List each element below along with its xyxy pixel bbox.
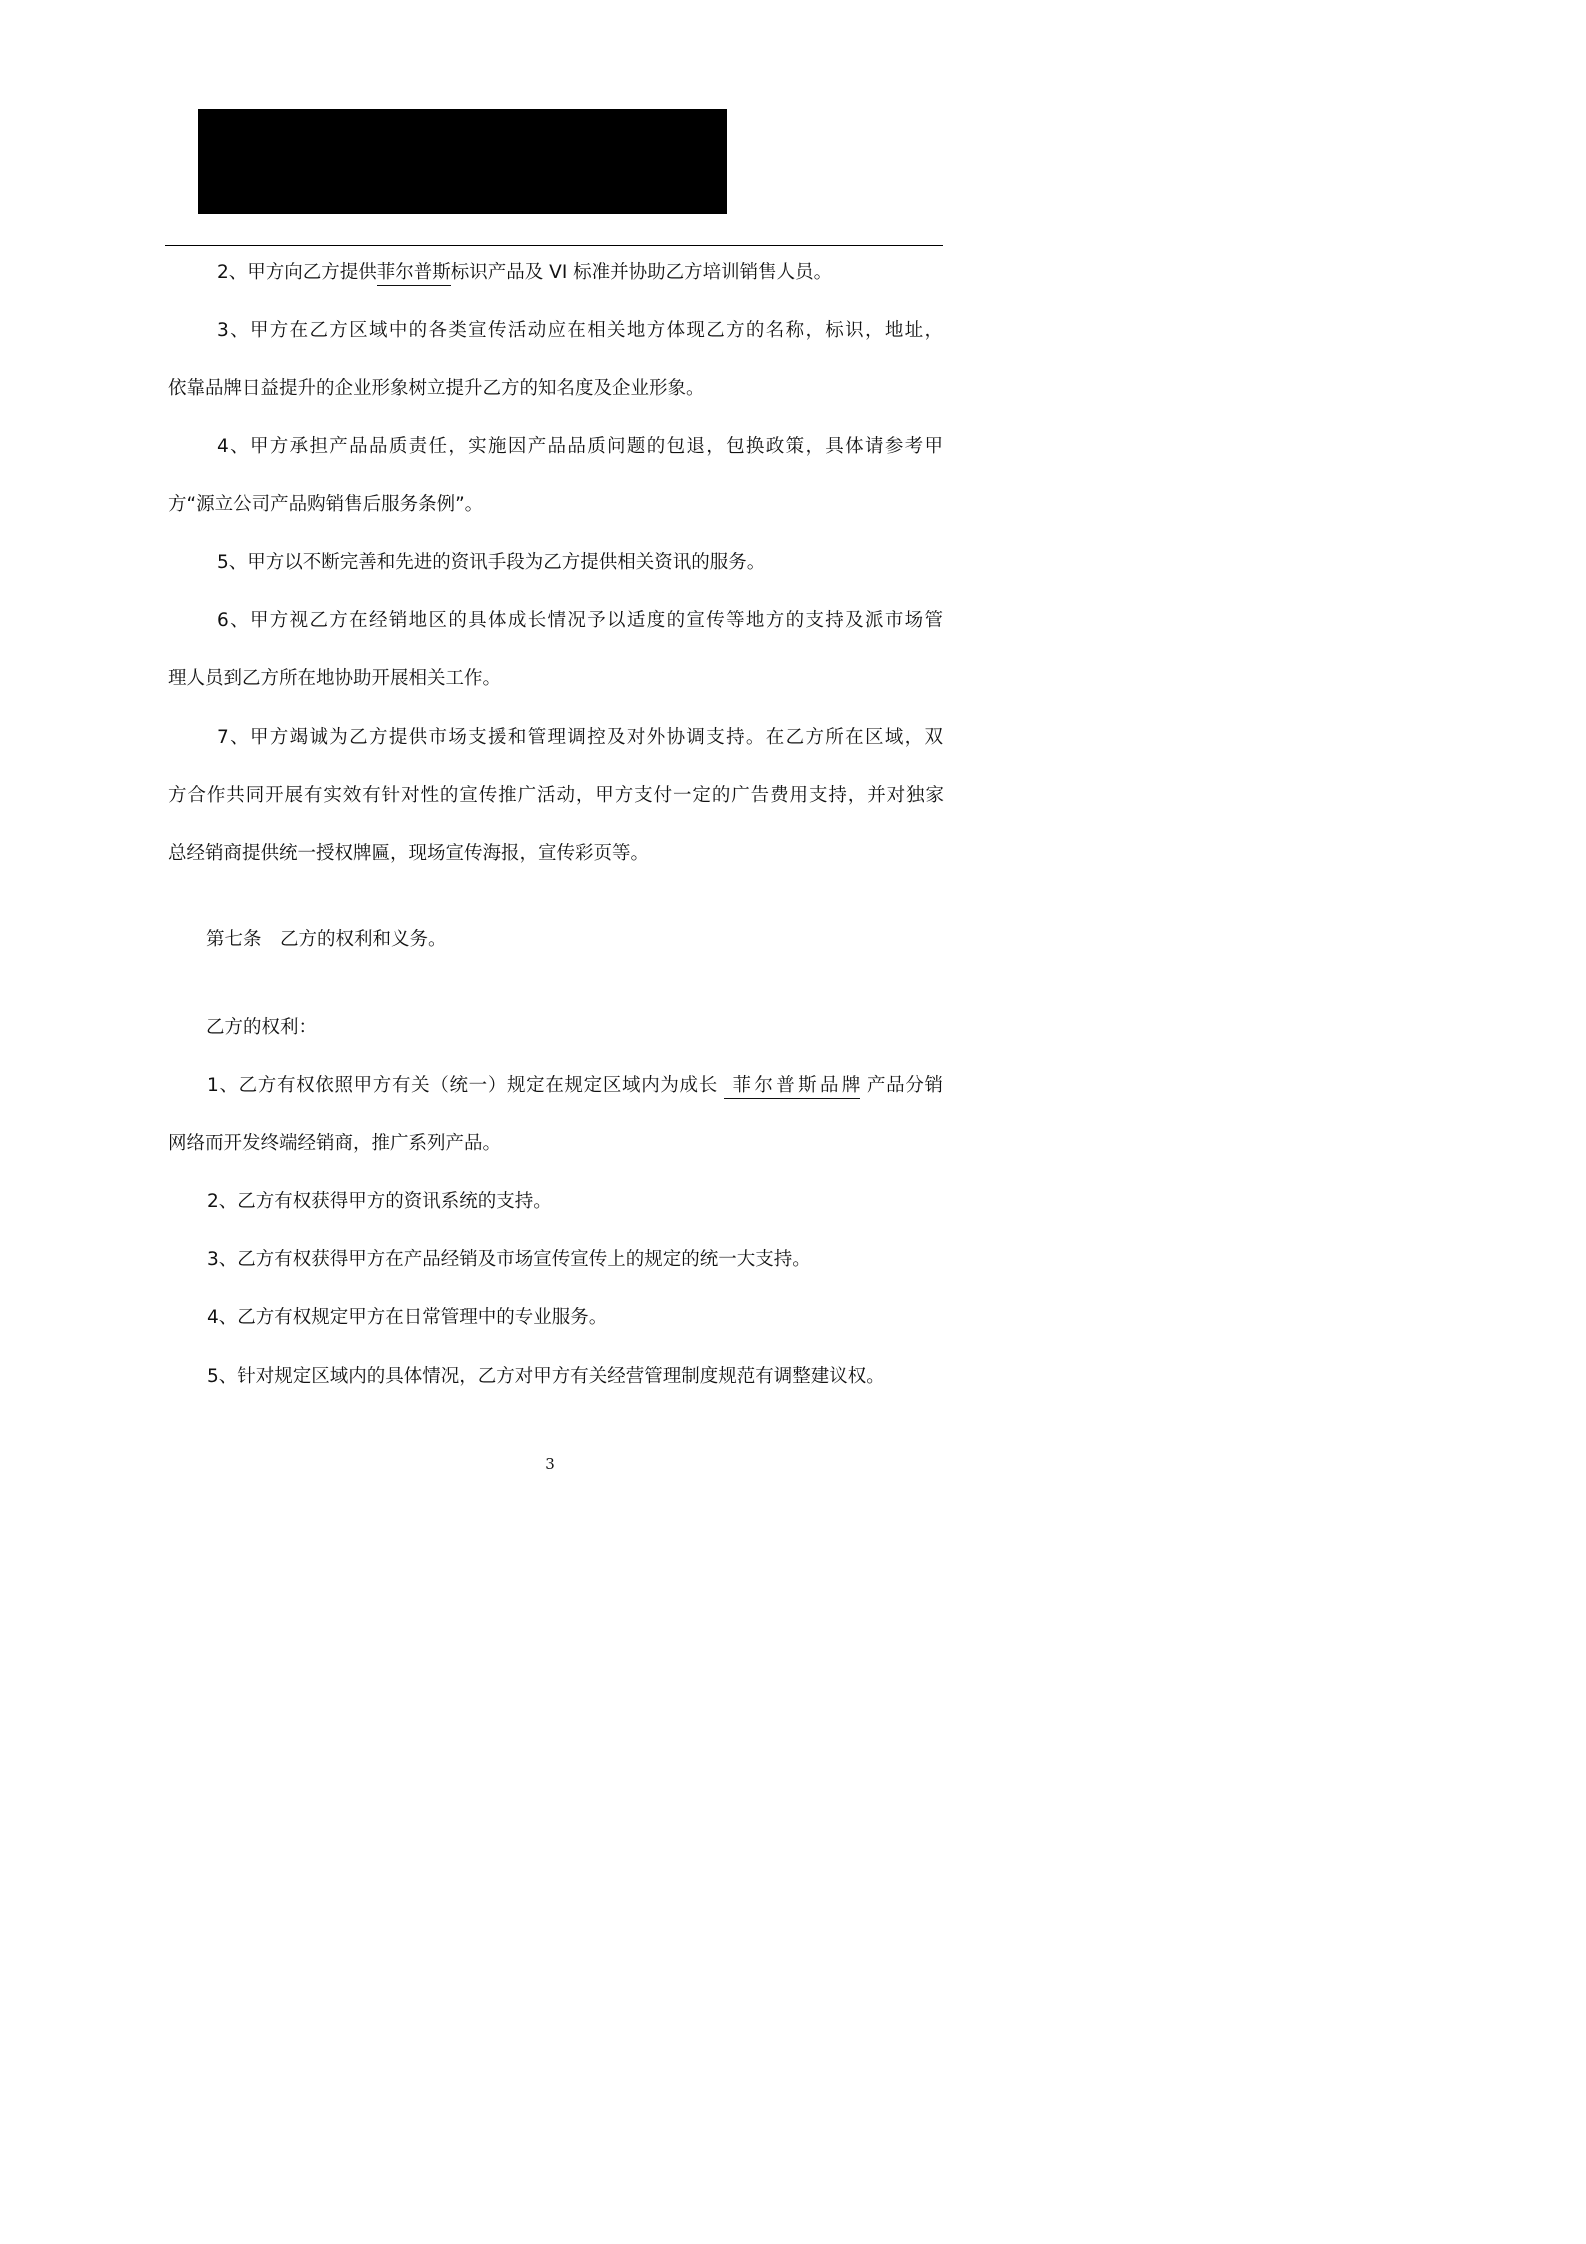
clause-4-line-1: 4、甲方承担产品品质责任，实施因产品品质问题的包退，包换政策，具体请参考甲 [217, 436, 943, 457]
rights-heading: 乙方的权利： [206, 1017, 318, 1038]
clause-2-fill-brand: 菲尔普斯 [377, 261, 451, 286]
clause-7-line-3: 总经销商提供统一授权牌匾，现场宣传海报，宣传彩页等。 [168, 843, 650, 864]
clause-5: 5、甲方以不断完善和先进的资讯手段为乙方提供相关资讯的服务。 [217, 552, 766, 573]
right-4: 4、乙方有权规定甲方在日常管理中的专业服务。 [207, 1307, 608, 1328]
clause-2-text-after: 标识产品及 VI 标准并协助乙方培训销售人员。 [450, 262, 833, 283]
clause-2-text-before: 2、甲方向乙方提供 [217, 262, 377, 283]
redacted-header-block [198, 109, 727, 214]
header-rule [165, 245, 943, 246]
clause-3-line-2: 依靠品牌日益提升的企业形象树立提升乙方的知名度及企业形象。 [168, 378, 705, 399]
article-7-title: 第七条 乙方的权利和义务。 [206, 929, 447, 950]
clause-6-line-2: 理人员到乙方所在地协助开展相关工作。 [168, 668, 502, 689]
clause-3-line-1: 3、甲方在乙方区域中的各类宣传活动应在相关地方体现乙方的名称，标识，地址， [217, 320, 943, 341]
right-1-line-1 [207, 1073, 943, 1099]
clause-7-line-1: 7、甲方竭诚为乙方提供市场支援和管理调控及对外协调支持。在乙方所在区域，双 [217, 727, 943, 748]
clause-7-line-2: 方合作共同开展有实效有针对性的宣传推广活动，甲方支付一定的广告费用支持，并对独家 [168, 785, 944, 806]
right-1-text-after: 产品分销 [860, 1075, 944, 1096]
right-3: 3、乙方有权获得甲方在产品经销及市场宣传宣传上的规定的统一大支持。 [207, 1249, 811, 1270]
right-2: 2、乙方有权获得甲方的资讯系统的支持。 [207, 1191, 552, 1212]
clause-6-line-1: 6、甲方视乙方在经销地区的具体成长情况予以适度的宣传等地方的支持及派市场管 [217, 610, 943, 631]
right-1-text-before: 1、乙方有权依照甲方有关（统一）规定在规定区域内为成长 [207, 1075, 725, 1096]
clause-4-line-2: 方“源立公司产品购销售后服务条例”。 [168, 494, 484, 515]
page-number: 3 [545, 1455, 555, 1473]
right-5: 5、针对规定区域内的具体情况，乙方对甲方有关经营管理制度规范有调整建议权。 [207, 1366, 885, 1387]
right-1-line-2: 网络而开发终端经销商，推广系列产品。 [168, 1133, 502, 1154]
right-1-fill-brand: 菲尔普斯品牌 [724, 1074, 860, 1099]
clause-2 [217, 260, 943, 286]
document-page [0, 0, 1100, 1556]
